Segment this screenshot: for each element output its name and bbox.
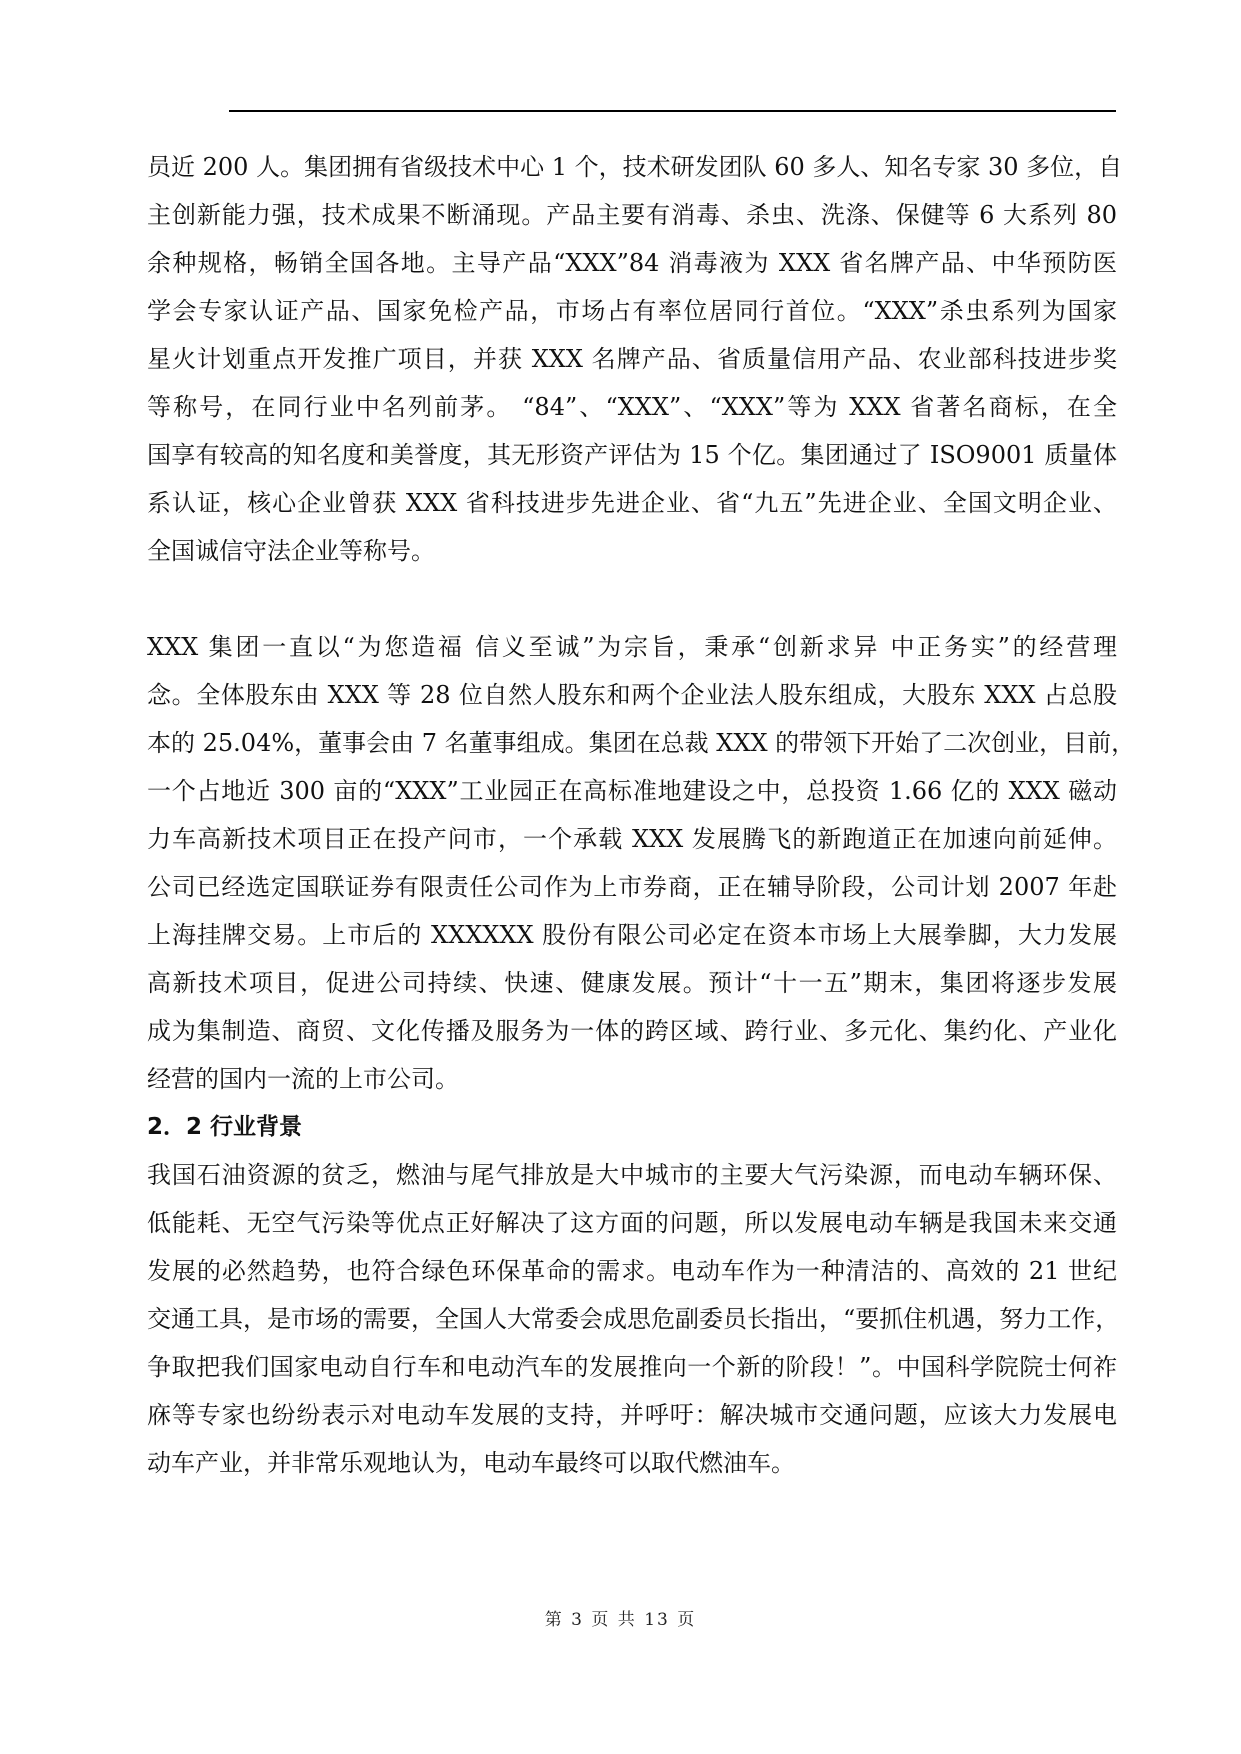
header-rule [229,110,1116,112]
text-line: 低能耗、无空气污染等优点正好解决了这方面的问题，所以发展电动车辆是我国未来交通 [147,1209,1117,1237]
text-line: 上海挂牌交易。上市后的 XXXXXX 股份有限公司必定在资本市场上大展拳脚，大力发展 [147,921,1117,949]
paragraph-spacer [147,575,1117,623]
text-line: 员近 200 人。集团拥有省级技术中心 1 个，技术研发团队 60 多人、知名专家 30 多位，自 [147,153,1123,181]
text-line: 星火计划重点开发推广项目，并获 XXX 名牌产品、省质量信用产品、农业部科技进步奖 [147,345,1117,373]
text-line: 系认证，核心企业曾获 XXX 省科技进步先进企业、省“九五”先进企业、全国文明企业、 [147,489,1117,517]
text-line: 成为集制造、商贸、文化传播及服务为一体的跨区域、跨行业、多元化、集约化、产业化 [147,1017,1117,1045]
paragraph-company-profile [147,143,1123,575]
text-line: 余种规格，畅销全国各地。主导产品“XXX”84 消毒液为 XXX 省名牌产品、中华预防医 [147,249,1117,277]
text-line: 庥等专家也纷纷表示对电动车发展的支持，并呼吁：解决城市交通问题，应该大力发展电 [147,1401,1117,1429]
text-line: 交通工具，是市场的需要，全国人大常委会成思危副委员长指出，“要抓住机遇，努力工作， [147,1305,1120,1333]
text-line: 经营的国内一流的上市公司。 [147,1065,459,1093]
text-line: 一个占地近 300 亩的“XXX”工业园正在高标准地建设之中，总投资 1.66 亿的 XXX 磁动 [147,777,1117,805]
page-footer: 第 3 页 共 13 页 [544,1610,697,1630]
text-line: 本的 25.04%，董事会由 7 名董事组成。集团在总裁 XXX 的带领下开始了二次创业，目前， [147,729,1136,757]
text-line: 争取把我们国家电动自行车和电动汽车的发展推向一个新的阶段！”。中国科学院院士何祚 [147,1353,1117,1381]
text-line: 动车产业，并非常乐观地认为，电动车最终可以取代燃油车。 [147,1449,795,1477]
paragraph-industry-background [147,1151,1120,1487]
text-line: 高新技术项目，促进公司持续、快速、健康发展。预计“十一五”期末，集团将逐步发展 [147,969,1117,997]
section-heading: 2．2 行业背景 [147,1114,303,1140]
text-line: 念。全体股东由 XXX 等 28 位自然人股东和两个企业法人股东组成，大股东 XXX 占总股 [147,681,1117,709]
text-line: 力车高新技术项目正在投产问市，一个承载 XXX 发展腾飞的新跑道正在加速向前延伸。 [147,825,1117,853]
text-line: 国享有较高的知名度和美誉度，其无形资产评估为 15 个亿。集团通过了 ISO9001 质量体 [147,441,1117,469]
text-line: 学会专家认证产品、国家免检产品，市场占有率位居同行首位。“XXX”杀虫系列为国家 [147,297,1117,325]
text-line: XXX 集团一直以“为您造福 信义至诚”为宗旨，秉承“创新求异 中正务实”的经营理 [147,633,1117,661]
text-line: 全国诚信守法企业等称号。 [147,537,435,565]
text-line: 主创新能力强，技术成果不断涌现。产品主要有消毒、杀虫、洗涤、保健等 6 大系列 80 [147,201,1117,229]
document-body [147,143,1136,1487]
text-line: 等称号，在同行业中名列前茅。 “84”、“XXX”、“XXX”等为 XXX 省著名商标，在全 [147,393,1117,421]
text-line: 发展的必然趋势，也符合绿色环保革命的需求。电动车作为一种清洁的、高效的 21 世纪 [147,1257,1117,1285]
paragraph-company-mission [147,623,1136,1103]
text-line: 我国石油资源的贫乏，燃油与尾气排放是大中城市的主要大气污染源，而电动车辆环保、 [147,1161,1117,1189]
text-line: 公司已经选定国联证券有限责任公司作为上市券商，正在辅导阶段，公司计划 2007 年赴 [147,873,1117,901]
